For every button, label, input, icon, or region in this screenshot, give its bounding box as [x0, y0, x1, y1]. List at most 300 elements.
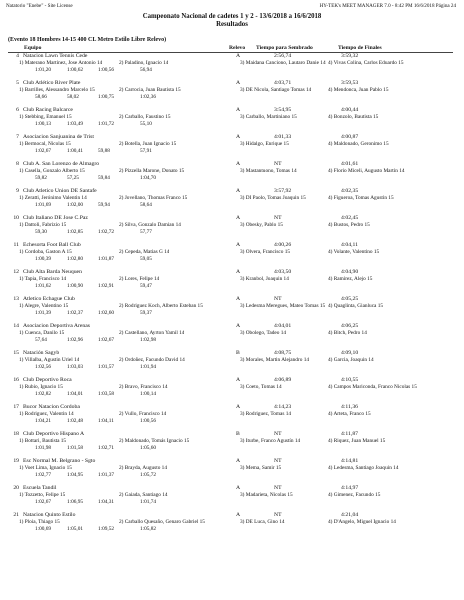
result-entry — [0, 512, 464, 539]
split-time: 1:00,90 — [67, 283, 84, 289]
relay-letter: B — [236, 431, 240, 437]
swimmer: 3) Mastantuono, Tomas 14 — [240, 168, 297, 174]
seed-time: 4:03,71 — [274, 80, 292, 86]
swimmer: 2) Ordoñez, Facundo David 14 — [119, 357, 185, 363]
split-time: 1:01,69 — [35, 202, 52, 208]
swimmer: 4) Bustos, Pedro 15 — [328, 222, 370, 228]
swimmer: 2) Cepeda, Matias G 14 — [119, 249, 170, 255]
swimmer: 1) Ploia, Thiago 15 — [19, 519, 60, 525]
swimmer: 1) Alegre, Valentino 15 — [19, 303, 69, 309]
results-list — [0, 53, 464, 539]
swimmer: 4) Quaglinta, Gianluca 15 — [328, 303, 384, 309]
team-name: Club Deportivo Hispano A — [23, 431, 85, 437]
swimmer: 3) Olvera, Francisco 15 — [240, 249, 291, 255]
split-time: 57,64 — [35, 337, 47, 343]
swimmer: 4) Vivas Colina, Carlos Eduardo 15 — [328, 60, 404, 66]
place: 16 — [13, 377, 19, 383]
place: 10 — [13, 215, 19, 221]
seed-time: 4:08,75 — [274, 350, 292, 356]
relay-letter: A — [236, 296, 241, 302]
page-header — [6, 3, 456, 12]
split-time: 1:03,58 — [98, 391, 115, 397]
swimmer: 1) Villalba, Agustin Uriel 14 — [19, 357, 80, 363]
seed-time: 2:56,74 — [274, 53, 292, 59]
split-time: 59,94 — [98, 202, 110, 208]
split-time: 59,37 — [140, 310, 152, 316]
split-time: 1:01,74 — [140, 499, 157, 505]
team-name: Atletico Echague Club — [23, 296, 75, 302]
seed-time: NT — [274, 296, 282, 302]
final-time: 4:00,87 — [341, 134, 359, 140]
split-time: 1:01,39 — [35, 310, 52, 316]
swimmer: 3) DE Nicola, Santiago Tomas 14 — [240, 87, 312, 93]
team-line — [0, 431, 464, 438]
swimmer: 3) Carballo, Martiniano 15 — [240, 114, 297, 120]
seed-time: 4:03,50 — [274, 269, 292, 275]
result-entry — [0, 350, 464, 377]
place: 17 — [13, 404, 19, 410]
swimmer: 2) Gaiada, Santiago 14 — [119, 492, 168, 498]
split-time: 1:09,52 — [98, 526, 115, 532]
split-time: 59,84 — [98, 175, 110, 181]
seed-time: 4:06,89 — [274, 377, 292, 383]
results-title: Resultados — [216, 21, 248, 28]
swimmer: 1) Rodriguez, Valentin 14 — [19, 411, 74, 417]
meet-manager-stamp: HY-TEK's MEET MANAGER 7.0 - 8:42 PM 16/6/2018 Página 24 — [319, 3, 456, 9]
team-name: Club Alta Barda Neuquen — [23, 269, 82, 275]
split-time: 1:01,87 — [98, 256, 115, 262]
col-team: Equipo — [24, 45, 42, 51]
splits-line — [0, 148, 464, 155]
swimmer: 1) Cuenca, Danilo 15 — [19, 330, 65, 336]
split-time: 1:01,57 — [98, 364, 115, 370]
swimmers-line — [0, 411, 464, 418]
splits-line — [0, 94, 464, 101]
result-entry — [0, 296, 464, 323]
team-name: Natacion Quinto Estilo — [23, 512, 76, 518]
split-time: 1:04,21 — [35, 418, 52, 424]
split-time: 1:00,39 — [35, 256, 52, 262]
splits-line — [0, 445, 464, 452]
final-time: 4:04,11 — [341, 242, 359, 248]
result-entry — [0, 161, 464, 188]
split-time: 1:02,77 — [35, 472, 52, 478]
split-time: 1:04,95 — [67, 472, 84, 478]
place: 5 — [16, 80, 19, 86]
split-time: 1:02,71 — [98, 445, 115, 451]
split-time: 58,02 — [67, 94, 79, 100]
swimmer: 1) Materano Martinez, Jose Antonio 14 — [19, 60, 103, 66]
split-time: 1:02,56 — [35, 364, 52, 370]
team-name: Natacion Lawn Tennis Cede — [23, 53, 88, 59]
swimmer: 2) Brayda, Augusto 14 — [119, 465, 167, 471]
result-entry — [0, 188, 464, 215]
team-line — [0, 350, 464, 357]
seed-time: 4:04,01 — [274, 323, 292, 329]
col-seed: Tiempo para Sembrado — [256, 45, 313, 51]
split-time: 1:04,01 — [67, 391, 84, 397]
split-time: 1:02,72 — [98, 229, 115, 235]
splits-line — [0, 364, 464, 371]
split-time: 55,10 — [140, 121, 152, 127]
swimmer: 3) DE Luca, Gino 14 — [240, 519, 285, 525]
swimmer: 4) Bonzolo, Bautista 15 — [328, 114, 379, 120]
splits-line — [0, 202, 464, 209]
swimmers-line — [0, 60, 464, 67]
team-line — [0, 404, 464, 411]
swimmers-line — [0, 492, 464, 499]
split-time: 1:05,72 — [140, 472, 157, 478]
split-time: 1:03,03 — [67, 364, 84, 370]
split-time: 59,88 — [98, 148, 110, 154]
swimmers-line — [0, 249, 464, 256]
site-license-text: Natatorio "Enebe" - Site License — [6, 3, 73, 9]
place: 19 — [13, 458, 19, 464]
swimmer: 3) Coeto, Tomas 14 — [240, 384, 282, 390]
place: 6 — [16, 107, 19, 113]
split-time: 1:01,58 — [67, 445, 84, 451]
split-time: 1:02,91 — [98, 283, 115, 289]
swimmers-line — [0, 303, 464, 310]
swimmer: 3) Morales, Martin Alejandro 14 — [240, 357, 309, 363]
split-time: 1:00,62 — [67, 67, 84, 73]
relay-letter: A — [236, 485, 241, 491]
swimmers-line — [0, 195, 464, 202]
swimmers-line — [0, 465, 464, 472]
team-line — [0, 485, 464, 492]
split-time: 1:01,37 — [98, 472, 115, 478]
split-time: 1:04,31 — [98, 499, 115, 505]
place: 21 — [13, 512, 19, 518]
splits-line — [0, 499, 464, 506]
final-time: 4:10,55 — [341, 377, 359, 383]
split-time: 1:02,96 — [67, 337, 84, 343]
split-time: 1:04,11 — [98, 418, 114, 424]
place: 18 — [13, 431, 19, 437]
splits-line — [0, 283, 464, 290]
swimmer: 2) Bravo, Francisco 14 — [119, 384, 168, 390]
final-time: 4:06,25 — [341, 323, 359, 329]
split-time: 1:00,13 — [35, 121, 52, 127]
swimmer: 1) Casella, Gonzalo Alberto 15 — [19, 168, 85, 174]
team-name: Esc Normal M. Belgrano - Sgto — [23, 458, 96, 464]
swimmer: 1) Dattoli, Fabrizio 15 — [19, 222, 67, 228]
split-time: 56,94 — [140, 67, 152, 73]
swimmer: 4) D'Angelo, Miguel Ignacio 14 — [328, 519, 396, 525]
team-name: Club Racing Balcarce — [23, 107, 73, 113]
team-line — [0, 80, 464, 87]
relay-letter: A — [236, 188, 241, 194]
swimmer: 4) Campos Mariconda, Franco Nicolas 15 — [328, 384, 417, 390]
split-time: 1:00,14 — [140, 391, 157, 397]
final-time: 3:59,53 — [341, 80, 359, 86]
swimmer: 3) Madarieta, Nicolas 15 — [240, 492, 293, 498]
swimmer: 4) Gimenez, Facundo 15 — [328, 492, 381, 498]
swimmers-line — [0, 222, 464, 229]
team-name: Club Italiano DE Jose C.Paz — [23, 215, 88, 221]
split-time: 1:00,41 — [67, 148, 84, 154]
final-time: 4:00,44 — [341, 107, 359, 113]
split-time: 1:03,49 — [67, 121, 84, 127]
team-line — [0, 53, 464, 60]
team-name: Echesorta Foot Ball Club — [23, 242, 81, 248]
meet-title: Campeonato Nacional de cadetes 1 y 2 - 13/6/2018 a 16/6/2018 — [142, 13, 322, 20]
swimmer: 4) Mendonca, Juan Pablo 15 — [328, 87, 389, 93]
team-line — [0, 458, 464, 465]
result-entry — [0, 215, 464, 242]
event-title: (Evento 18 Hombres 14-15 400 CL Metro Estilo Libre Relevo) — [8, 37, 167, 43]
place: 11 — [13, 242, 19, 248]
split-time: 57,25 — [67, 175, 79, 181]
split-time: 1:01,62 — [35, 283, 52, 289]
swimmer: 3) Obolego, Tadeo 14 — [240, 330, 287, 336]
swimmers-line — [0, 114, 464, 121]
team-name: Club Atletico Union DE Santafe — [23, 188, 97, 194]
swimmers-line — [0, 276, 464, 283]
final-time: 4:21,04 — [341, 512, 359, 518]
split-time: 1:02,67 — [35, 499, 52, 505]
seed-time: NT — [274, 512, 282, 518]
swimmers-line — [0, 519, 464, 526]
splits-line — [0, 175, 464, 182]
swimmers-line — [0, 330, 464, 337]
swimmer: 4) Ledesma, Santiago Joaquin 14 — [328, 465, 399, 471]
split-time: 1:02,36 — [140, 94, 157, 100]
swimmer: 1) Zeratti, Jerónimo Valentin 14 — [19, 195, 87, 201]
splits-line — [0, 472, 464, 479]
team-line — [0, 215, 464, 222]
final-time: 4:14,81 — [341, 458, 359, 464]
place: 14 — [13, 323, 19, 329]
team-name: Natación Sagyb — [23, 350, 60, 356]
team-name: Asociacion Sanjuanina de Trist — [23, 134, 94, 140]
relay-letter: A — [236, 53, 241, 59]
place: 7 — [16, 134, 19, 140]
team-name: Bucor Natacion Cordoba — [23, 404, 80, 410]
relay-letter: A — [236, 323, 241, 329]
swimmer: 1) Tozzetto, Felipe 15 — [19, 492, 66, 498]
final-time: 4:09,10 — [341, 350, 359, 356]
splits-line — [0, 418, 464, 425]
swimmer: 2) Vullo, Francisco 14 — [119, 411, 167, 417]
swimmer: 3) Hidalgo, Enrique 15 — [240, 141, 289, 147]
split-time: 1:00,56 — [140, 418, 157, 424]
column-headers — [0, 45, 464, 52]
team-line — [0, 107, 464, 114]
seed-time: NT — [274, 215, 282, 221]
swimmer: 4) Figueroa, Tomas Agustin 15 — [328, 195, 394, 201]
split-time: 1:02,98 — [140, 337, 157, 343]
swimmer: 1) Tapia, Francisco 14 — [19, 276, 67, 282]
team-line — [0, 242, 464, 249]
swimmer: 2) Carballo, Faustino 15 — [119, 114, 171, 120]
team-line — [0, 161, 464, 168]
relay-letter: A — [236, 377, 241, 383]
swimmer: 3) Kranbol, Joaquin 14 — [240, 276, 289, 282]
split-time: 1:02,67 — [98, 337, 115, 343]
swimmer: 2) Maldonado, Tomás Ignacio 15 — [119, 438, 190, 444]
team-line — [0, 269, 464, 276]
swimmer: 3) Rodriguez, Tomas 14 — [240, 411, 292, 417]
swimmer: 2) Lores, Felipe 14 — [119, 276, 160, 282]
split-time: 59,05 — [140, 256, 152, 262]
split-time: 1:01,20 — [35, 67, 52, 73]
col-relay: Relevo — [229, 45, 246, 51]
relay-letter: A — [236, 512, 241, 518]
split-time: 1:02,82 — [35, 391, 52, 397]
seed-time: 3:54,95 — [274, 107, 292, 113]
seed-time: NT — [274, 485, 282, 491]
relay-letter: A — [236, 161, 241, 167]
swimmer: 4) Arteta, Franco 15 — [328, 411, 371, 417]
seed-time: NT — [274, 458, 282, 464]
split-time: 1:02,48 — [67, 418, 84, 424]
final-time: 4:14,97 — [341, 485, 359, 491]
swimmer: 1) Bermocal, Nicolas 15 — [19, 141, 71, 147]
result-entry — [0, 80, 464, 107]
final-time: 4:05,25 — [341, 296, 359, 302]
swimmers-line — [0, 438, 464, 445]
splits-line — [0, 310, 464, 317]
swimmer: 1) Cordoba, Gaston A 15 — [19, 249, 72, 255]
place: 8 — [16, 161, 19, 167]
team-name: Club A. San Lorenzo de Almagro — [23, 161, 100, 167]
splits-line — [0, 256, 464, 263]
team-line — [0, 134, 464, 141]
team-name: Club Atlético River Plate — [23, 80, 81, 86]
result-entry — [0, 377, 464, 404]
split-time: 1:02,37 — [67, 310, 84, 316]
swimmer: 2) Carrocia, Juan Bautista 15 — [119, 87, 181, 93]
swimmers-line — [0, 141, 464, 148]
split-time: 1:02,80 — [67, 256, 84, 262]
split-time: 57,91 — [140, 148, 152, 154]
split-time: 1:02,85 — [67, 229, 84, 235]
final-time: 3:59,32 — [341, 53, 359, 59]
final-time: 4:11,87 — [341, 431, 359, 437]
swimmer: 3) Obesky, Pablo 15 — [240, 222, 283, 228]
place: 20 — [13, 485, 19, 491]
seed-time: 4:00,26 — [274, 242, 292, 248]
result-entry — [0, 458, 464, 485]
final-time: 4:02,45 — [341, 215, 359, 221]
relay-letter: A — [236, 80, 241, 86]
result-entry — [0, 404, 464, 431]
splits-line — [0, 526, 464, 533]
splits-line — [0, 67, 464, 74]
swimmer: 3) Maidana Canciono, Lautaro Danie 14 — [240, 60, 326, 66]
swimmers-line — [0, 384, 464, 391]
swimmer: 4) Florio Miceli, Augusto Martin 14 — [328, 168, 405, 174]
team-name: Escuela Tandil — [23, 485, 57, 491]
relay-letter: A — [236, 107, 241, 113]
split-time: 59,82 — [35, 175, 47, 181]
split-time: 1:00,75 — [98, 94, 115, 100]
swimmer: 3) Ledesma Meregues, Mateo Tomas 15 — [240, 303, 326, 309]
team-line — [0, 377, 464, 384]
result-entry — [0, 134, 464, 161]
result-entry — [0, 269, 464, 296]
split-time: 59,30 — [35, 229, 47, 235]
swimmer: 4) Garcia, Joaquin 14 — [328, 357, 374, 363]
team-line — [0, 296, 464, 303]
split-time: 1:05,60 — [140, 445, 157, 451]
swimmer: 2) Rodriguez Koch, Alberto Esteban 15 — [119, 303, 203, 309]
relay-letter: A — [236, 242, 241, 248]
result-entry — [0, 53, 464, 80]
team-line — [0, 512, 464, 519]
seed-time: 4:14,23 — [274, 404, 292, 410]
final-time: 4:11,36 — [341, 404, 359, 410]
swimmer: 1) Stebbing, Emanuel 15 — [19, 114, 72, 120]
relay-letter: A — [236, 269, 241, 275]
place: 15 — [13, 350, 19, 356]
seed-time: NT — [274, 161, 282, 167]
final-time: 4:01,61 — [341, 161, 359, 167]
split-time: 1:01,98 — [35, 445, 52, 451]
split-time: 1:06,95 — [67, 499, 84, 505]
swimmer: 2) Paladino, Ignacio 14 — [119, 60, 169, 66]
swimmer: 4) Volante, Valentino 15 — [328, 249, 380, 255]
swimmer: 2) Carballo Quesaño, Genaro Gabriel 15 — [119, 519, 205, 525]
swimmer: 4) Maldonado, Geronimo 15 — [328, 141, 389, 147]
team-name: Club Deportivo Roca — [23, 377, 72, 383]
relay-letter: A — [236, 458, 241, 464]
split-time: 58,66 — [35, 94, 47, 100]
swimmers-line — [0, 87, 464, 94]
seed-time: 4:01,33 — [274, 134, 292, 140]
swimmers-line — [0, 357, 464, 364]
place: 9 — [16, 188, 19, 194]
relay-letter: A — [236, 404, 241, 410]
result-entry — [0, 431, 464, 458]
swimmer: 3) Mema, Samir 15 — [240, 465, 282, 471]
col-finals: Tiempo de Finales — [338, 45, 382, 51]
swimmer: 1) Barrilles, Alessandro Marcelo 15 — [19, 87, 95, 93]
splits-line — [0, 229, 464, 236]
swimmer: 2) Jovellano, Thomas Franco 15 — [119, 195, 188, 201]
split-time: 57,77 — [140, 229, 152, 235]
place: 4 — [16, 53, 19, 59]
split-time: 1:00,69 — [35, 526, 52, 532]
split-time: 58,64 — [140, 202, 152, 208]
split-time: 1:01,94 — [140, 364, 157, 370]
place: 13 — [13, 296, 19, 302]
place: 12 — [13, 269, 19, 275]
result-entry — [0, 485, 464, 512]
swimmer: 4) Riquez, Juan Manuel 15 — [328, 438, 386, 444]
swimmer: 3) DI Paolo, Tomas Joaquin 15 — [240, 195, 306, 201]
split-time: 1:02,67 — [35, 148, 52, 154]
seed-time: NT — [274, 431, 282, 437]
split-time: 1:04,70 — [140, 175, 157, 181]
seed-time: 3:57,92 — [274, 188, 292, 194]
split-time: 1:01,72 — [98, 121, 115, 127]
relay-letter: B — [236, 350, 240, 356]
split-time: 1:00,56 — [98, 67, 115, 73]
swimmer: 2) Pizzella Marone, Donato 15 — [119, 168, 185, 174]
result-entry — [0, 323, 464, 350]
swimmer: 2) Silva, Gonzalo Damian 14 — [119, 222, 181, 228]
splits-line — [0, 337, 464, 344]
swimmer: 1) Voet Lima, Ignacio 15 — [19, 465, 72, 471]
swimmer: 1) Rubio, Ignacio 15 — [19, 384, 63, 390]
final-time: 4:04,90 — [341, 269, 359, 275]
split-time: 1:02,60 — [98, 310, 115, 316]
swimmers-line — [0, 168, 464, 175]
swimmer: 4) Bitch, Pedro 14 — [328, 330, 367, 336]
swimmer: 3) Iturbe, Franco Agustín 14 — [240, 438, 301, 444]
